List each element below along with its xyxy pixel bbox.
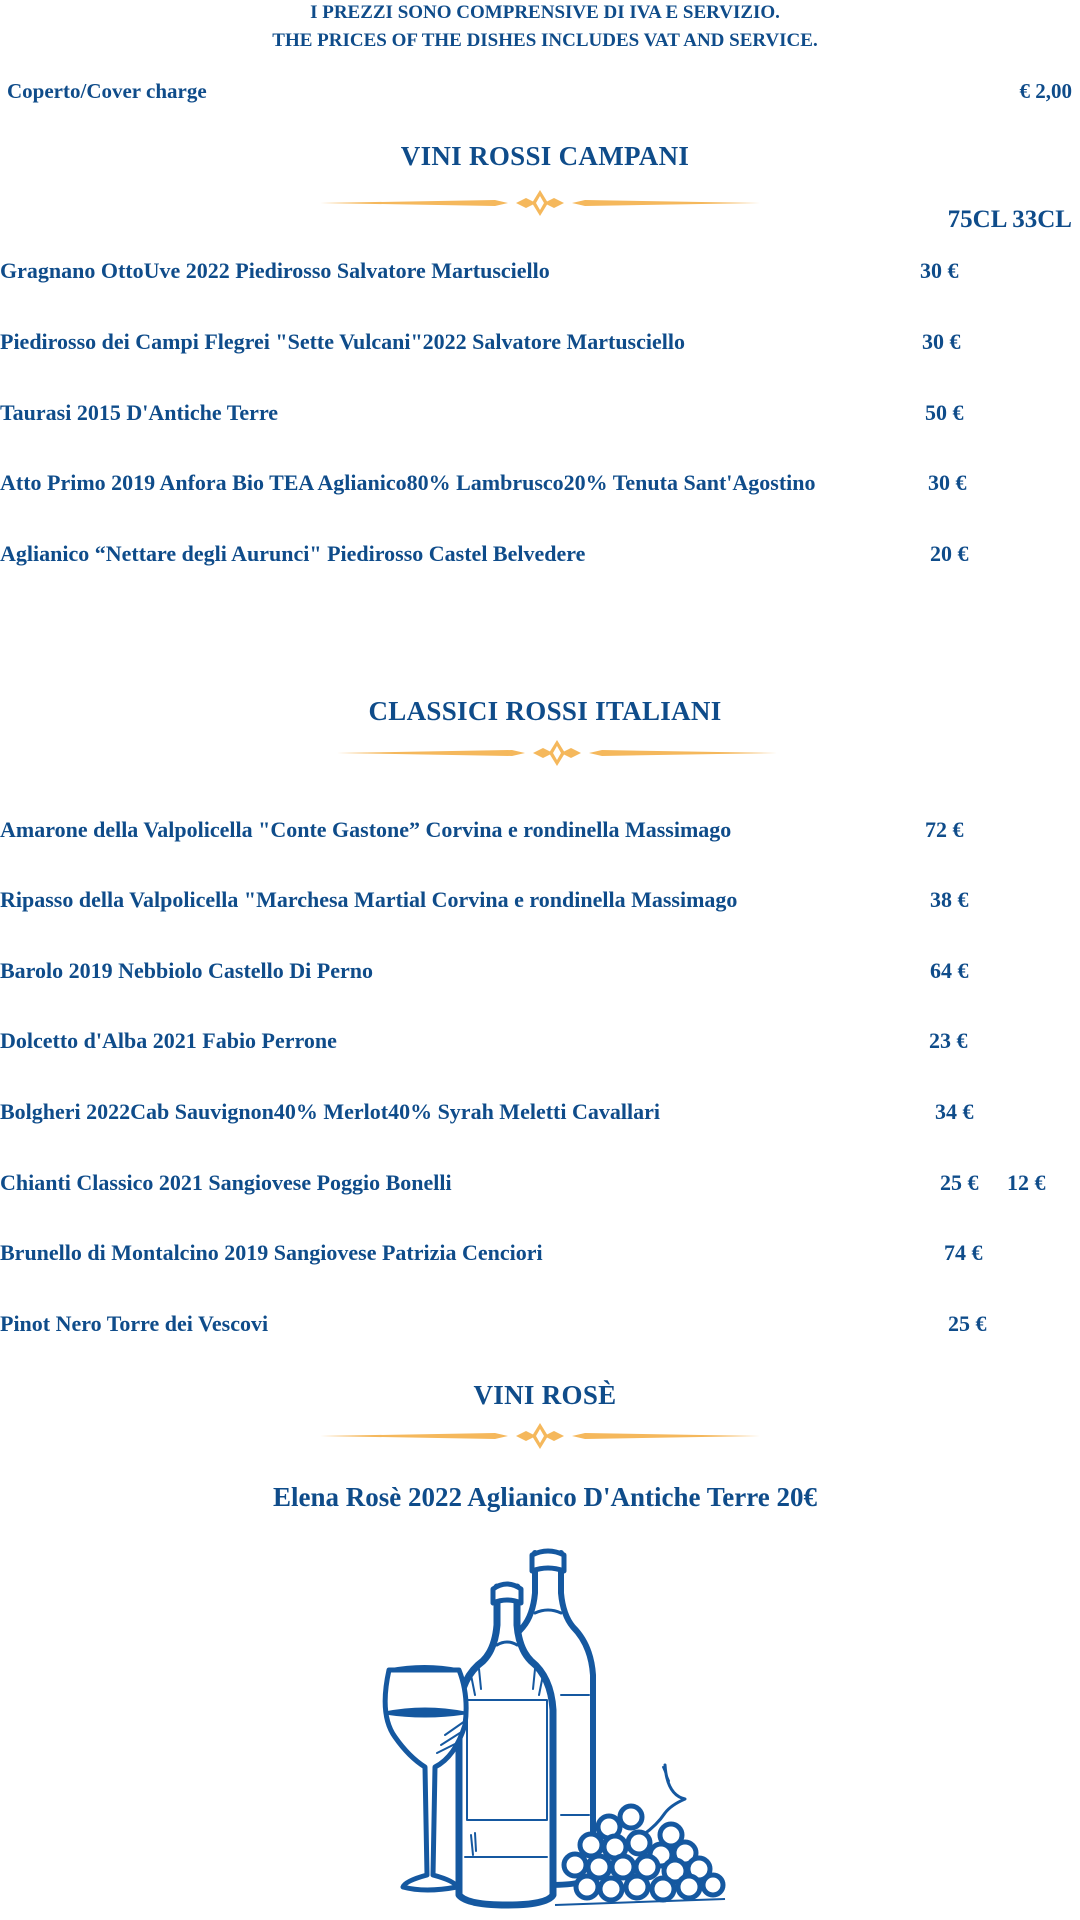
wine-item: Ripasso della Valpolicella "Marchesa Martial Corvina e rondinella Massimago [0, 887, 738, 912]
wine-item: Bolgheri 2022Cab Sauvignon40% Merlot40% Syrah Meletti Cavallari [0, 1099, 660, 1124]
wine-item: Atto Primo 2019 Anfora Bio TEA Aglianico80% Lambrusco20% Tenuta Sant'Agostino [0, 470, 816, 495]
wine-item: Pinot Nero Torre dei Vescovi [0, 1311, 269, 1336]
wine-price-75cl: 25 € [948, 1311, 987, 1336]
ornament-divider-icon [332, 738, 782, 768]
wine-item: Brunello di Montalcino 2019 Sangiovese Patrizia Cenciori [0, 1240, 543, 1265]
rose-wine-item: Elena Rosè 2022 Aglianico D'Antiche Terre 20€ [273, 1482, 817, 1512]
wine-price-75cl: 30 € [922, 329, 961, 354]
cover-charge-label: Coperto/Cover charge [7, 79, 207, 103]
wine-item: Amarone della Valpolicella "Conte Gastone” Corvina e rondinella Massimago [0, 817, 732, 842]
section-title-vini-rose: VINI ROSÈ [473, 1380, 617, 1410]
wine-price-75cl: 25 € [940, 1170, 979, 1195]
wine-price-75cl: 38 € [930, 887, 969, 912]
wine-price-75cl: 64 € [930, 958, 969, 983]
wine-price-75cl: 74 € [944, 1240, 983, 1265]
section-title-vini-rossi-campani: VINI ROSSI CAMPANI [400, 141, 690, 171]
wine-item: Piedirosso dei Campi Flegrei "Sette Vulcani"2022 Salvatore Martusciello [0, 329, 685, 354]
wine-price-75cl: 50 € [925, 400, 964, 425]
wine-item: Barolo 2019 Nebbiolo Castello Di Perno [0, 958, 373, 983]
section-title-classici-rossi-italiani: CLASSICI ROSSI ITALIANI [368, 696, 722, 726]
wine-item: Dolcetto d'Alba 2021 Fabio Perrone [0, 1028, 337, 1053]
wine-item: Aglianico “Nettare degli Aurunci" Piedirosso Castel Belvedere [0, 541, 586, 566]
wine-price-75cl: 20 € [930, 541, 969, 566]
wine-item: Chianti Classico 2021 Sangiovese Poggio Bonelli [0, 1170, 452, 1195]
wine-price-75cl: 23 € [929, 1028, 968, 1053]
column-header-sizes: 75CL 33CL [947, 206, 1072, 233]
ornament-divider-icon [320, 188, 760, 218]
wine-price-75cl: 34 € [935, 1099, 974, 1124]
wine-price-75cl: 72 € [925, 817, 964, 842]
wine-item: Gragnano OttoUve 2022 Piedirosso Salvatore Martusciello [0, 258, 550, 283]
wine-bottles-glass-grapes-icon [375, 1545, 735, 1920]
wine-price-75cl: 30 € [928, 470, 967, 495]
cover-charge-price: € 2,00 [1019, 79, 1072, 103]
wine-price-75cl: 30 € [920, 258, 959, 283]
wine-price-33cl: 12 € [1007, 1170, 1046, 1195]
ornament-divider-icon [320, 1421, 760, 1451]
notice-english: THE PRICES OF THE DISHES INCLUDES VAT AND SERVICE. [272, 30, 818, 51]
wine-item: Taurasi 2015 D'Antiche Terre [0, 400, 279, 425]
notice-italian: I PREZZI SONO COMPRENSIVE DI IVA E SERVIZIO. [310, 2, 780, 23]
